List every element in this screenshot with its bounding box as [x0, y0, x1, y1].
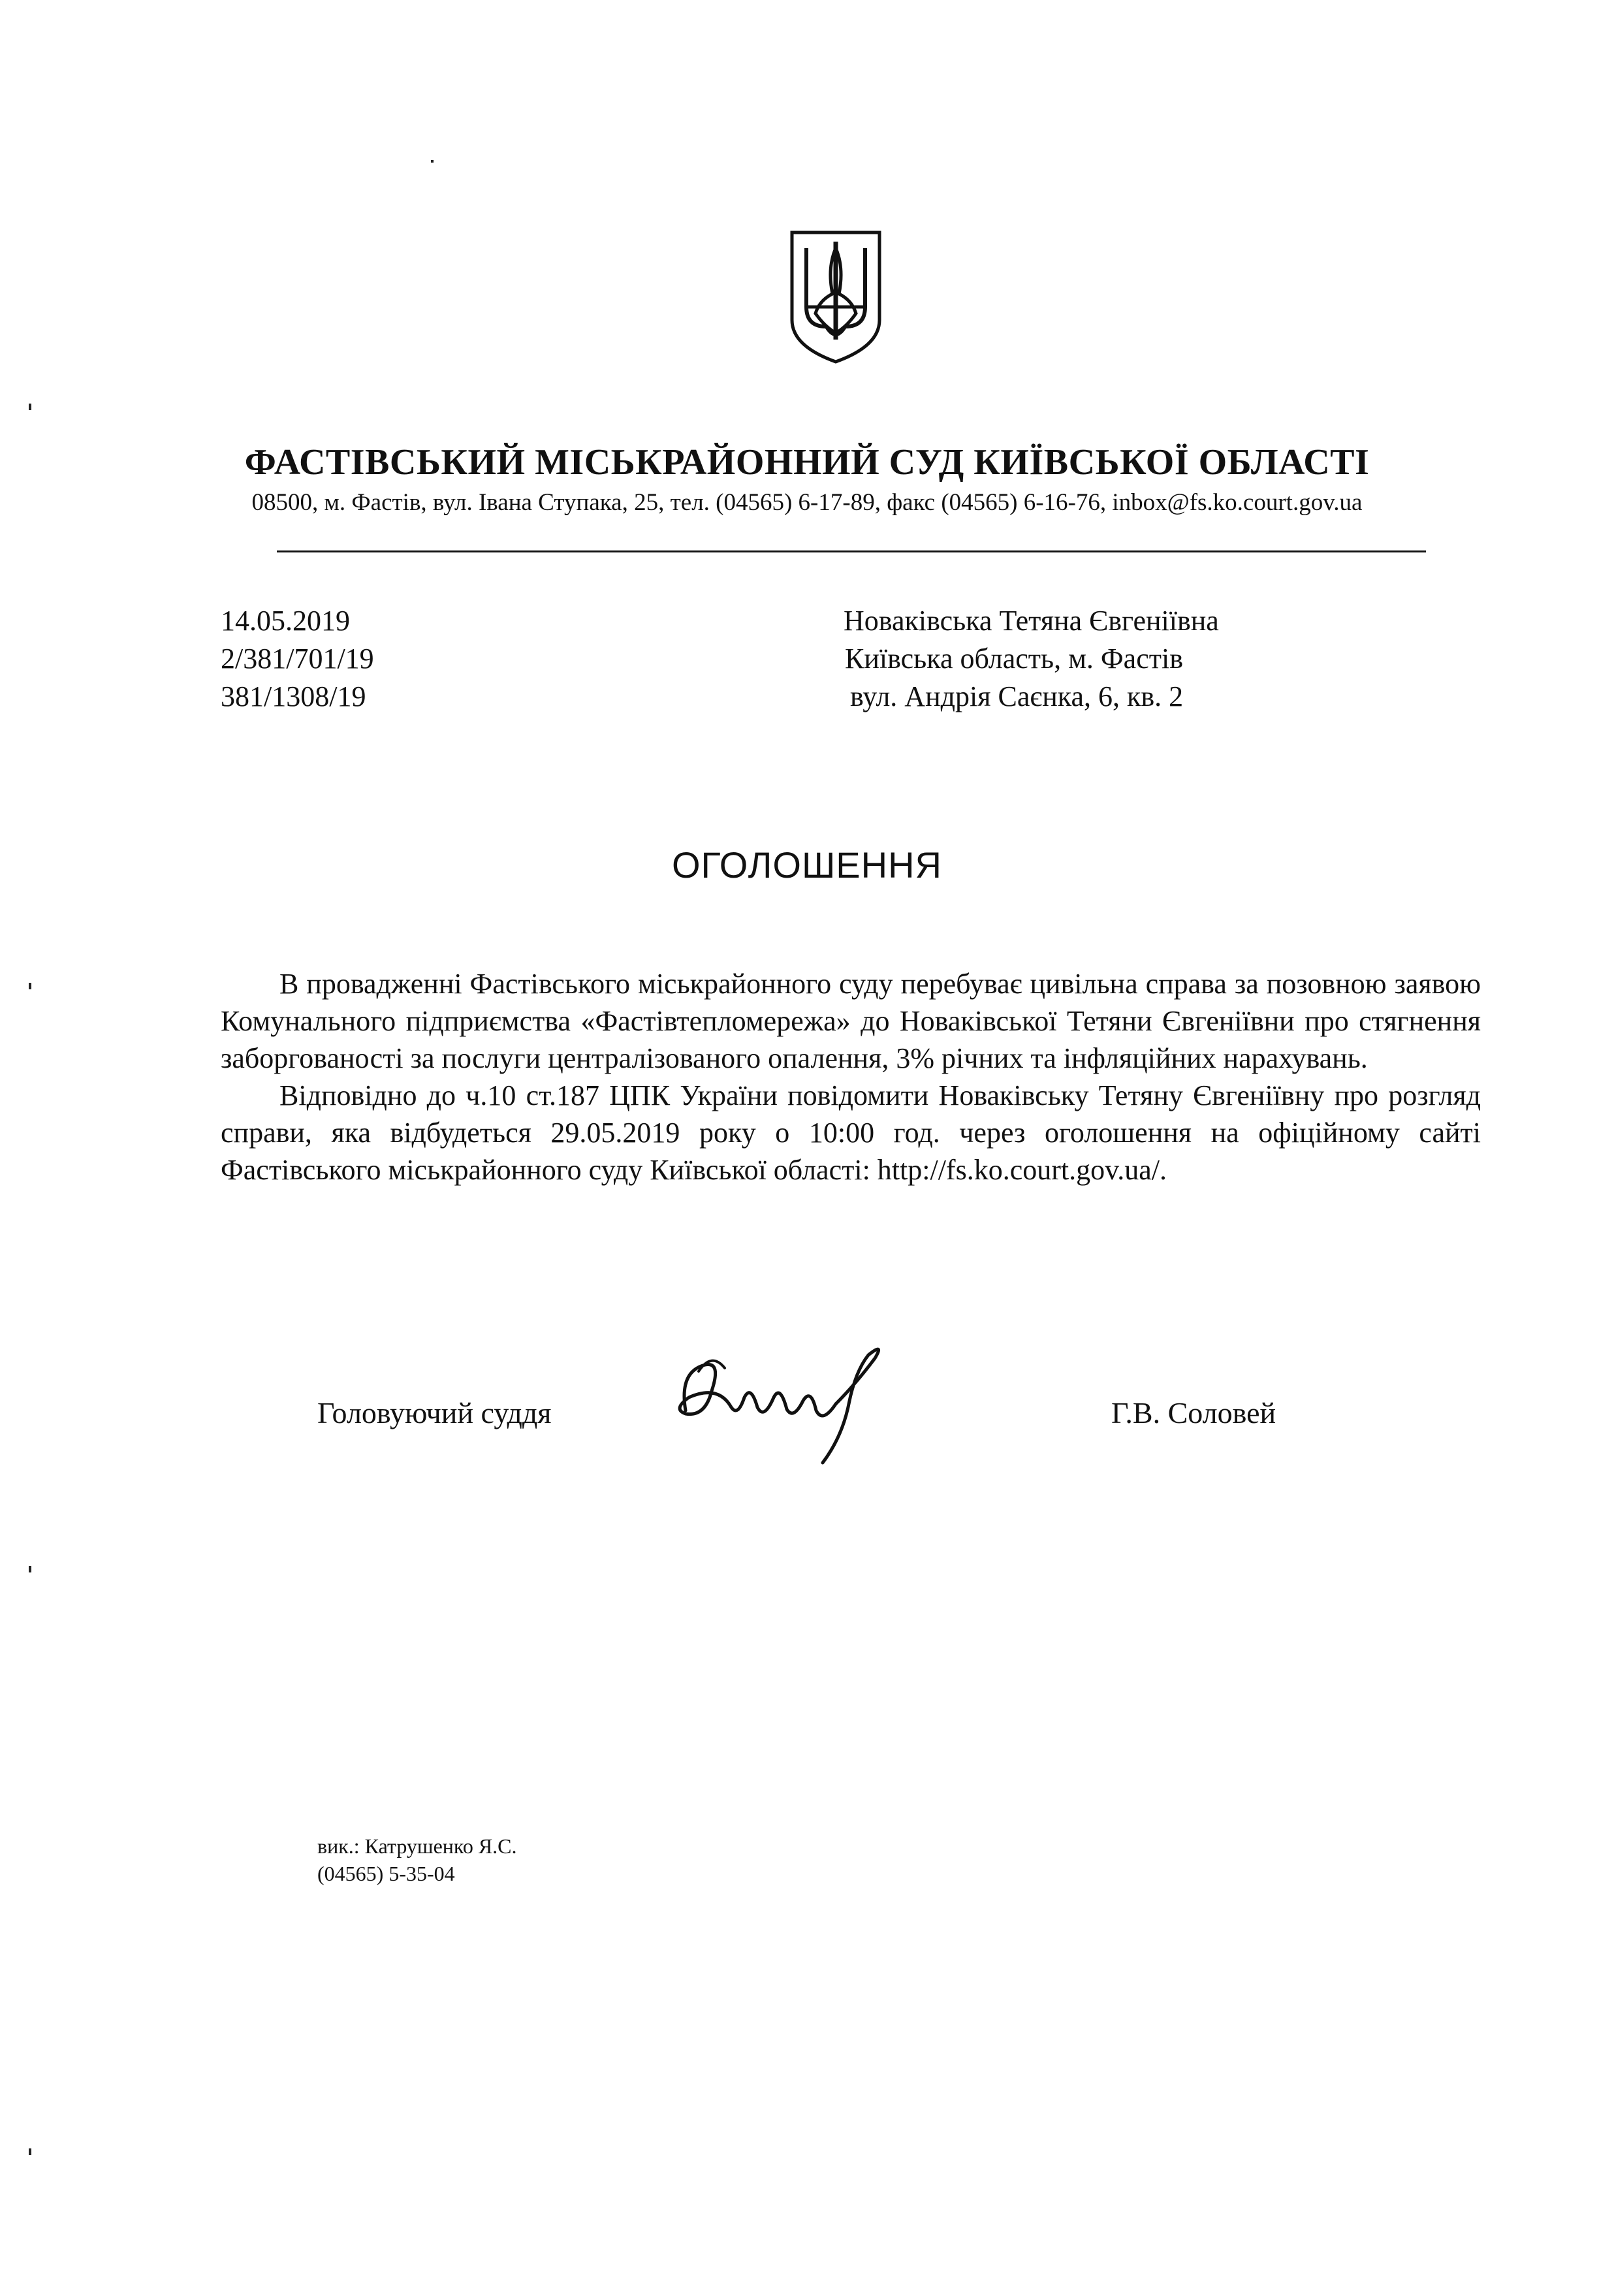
document-date: 14.05.2019 — [221, 605, 350, 637]
recipient-name: Новаківська Тетяна Євгеніївна — [844, 605, 1219, 637]
scan-speck — [29, 983, 31, 989]
document-meta — [221, 602, 374, 716]
recipient-block — [844, 602, 1219, 716]
scan-speck — [29, 1566, 31, 1572]
scan-speck — [29, 2148, 31, 2155]
executor-block — [317, 1832, 517, 1887]
court-name: ФАСТІВСЬКИЙ МІСЬКРАЙОННИЙ СУД КИЇВСЬКОЇ ОБЛАСТІ — [244, 442, 1370, 483]
executor-phone: (04565) 5-35-04 — [317, 1862, 455, 1885]
recipient-street: вул. Андрія Саєнка, 6, кв. 2 — [850, 680, 1184, 712]
notice-title: ОГОЛОШЕННЯ — [672, 844, 942, 885]
recipient-region: Київська область, м. Фастів — [845, 643, 1183, 675]
scan-speck — [431, 160, 434, 163]
scan-speck — [29, 404, 31, 410]
notice-body — [221, 965, 1481, 1188]
signature-position-label: Головуючий суддя — [317, 1396, 552, 1429]
executor-name: вик.: Катрушенко Я.С. — [317, 1834, 517, 1858]
handwritten-signature-icon — [659, 1332, 934, 1469]
trident-icon — [787, 229, 885, 366]
notice-paragraph: В провадженні Фастівського міськрайонного суду перебуває цивільна справа за позовною заявою Комунального підприємства «Фастівтепломережа» до Новаківської Тетяни Євгеніївни про стягнення заборгованості за послуги централізованого опалення, 3% річних та інфляційних нарахувань. — [221, 968, 1481, 1074]
case-number: 2/381/701/19 — [221, 643, 374, 675]
judge-name: Г.В. Соловей — [1111, 1396, 1276, 1429]
outgoing-number: 381/1308/19 — [221, 680, 366, 712]
header-divider — [277, 550, 1426, 552]
notice-paragraph: Відповідно до ч.10 ст.187 ЦПК України повідомити Новаківську Тетяну Євгеніївну про розгляд справи, яка відбудеться 29.05.2019 року о 10:00 год. через оголошення на офіційному сайті Фастівського міськрайонного суду Київської області: http://fs.ko.court.gov.ua/. — [221, 1079, 1481, 1186]
court-address: 08500, м. Фастів, вул. Івана Ступака, 25, тел. (04565) 6-17-89, факс (04565) 6-16-76, inbox@fs.ko.court.gov.ua — [251, 489, 1363, 516]
